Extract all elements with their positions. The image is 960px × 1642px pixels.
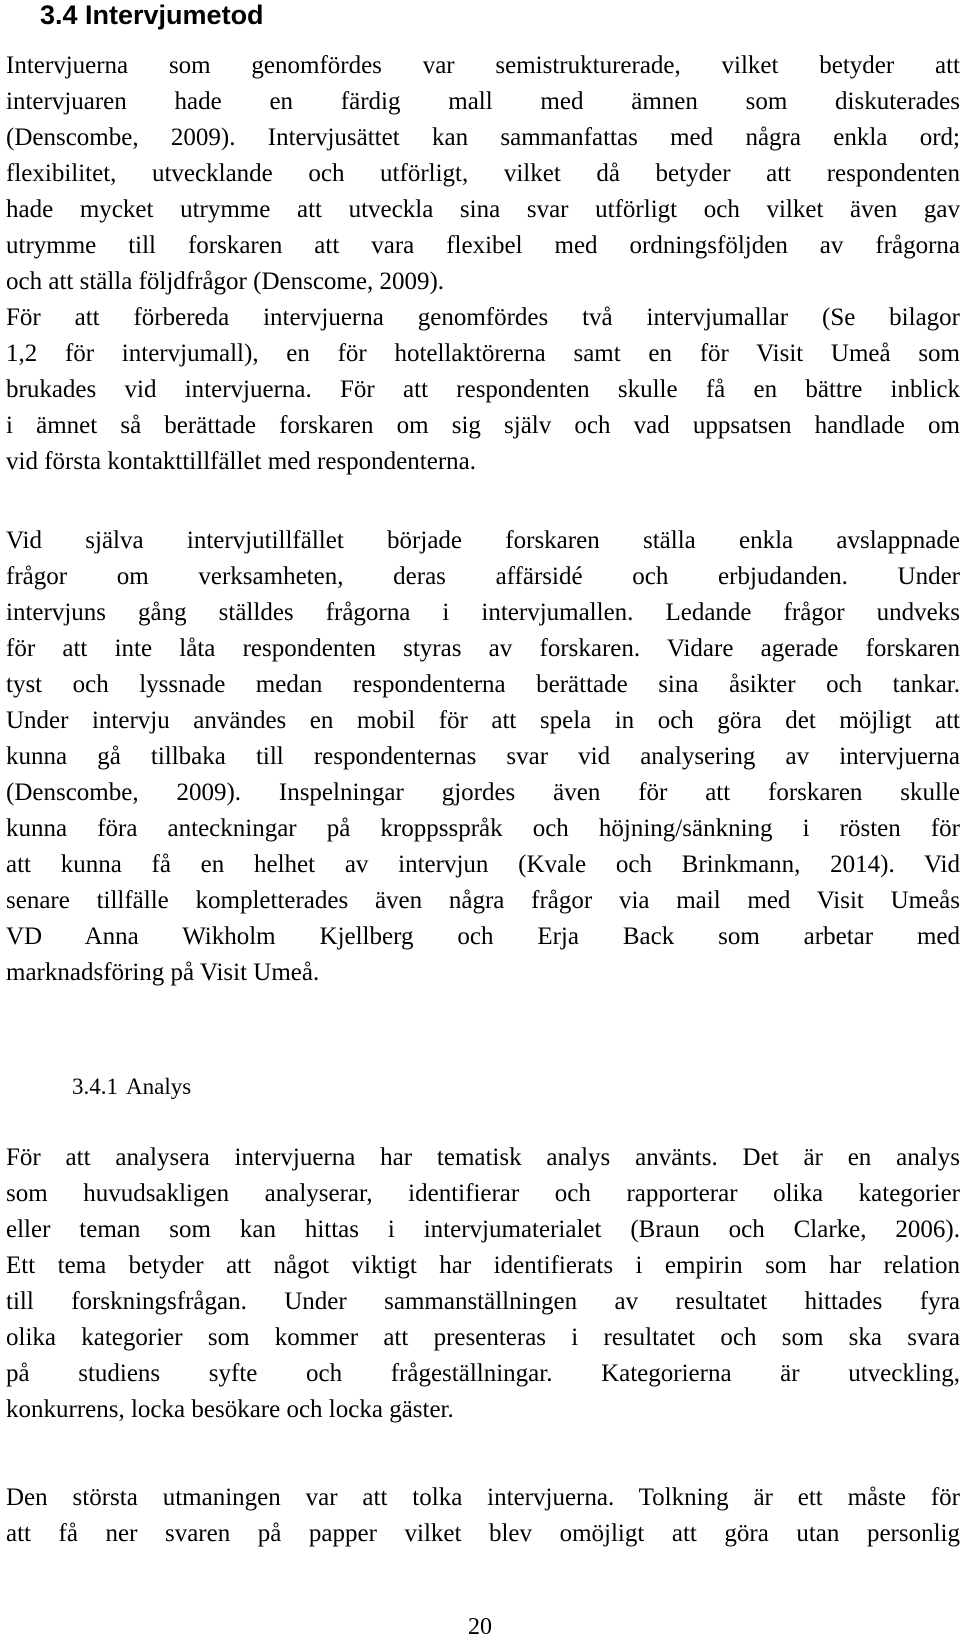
subsection-heading xyxy=(72,1072,191,1102)
subsection-number: 3.4.1 xyxy=(72,1074,118,1099)
text-line: kunna gå tillbaka till respondenternas svar vid analysering av intervjuerna xyxy=(6,743,960,770)
text-line: som huvudsakligen analyserar, identifierar och rapporterar olika kategorier xyxy=(6,1180,960,1207)
text-line: eller teman som kan hittas i intervjumaterialet (Braun och Clarke, 2006). xyxy=(6,1216,960,1243)
text-line: kunna föra anteckningar på kroppsspråk och höjning/sänkning i rösten för xyxy=(6,815,960,842)
paragraph-interview-session xyxy=(6,523,960,991)
paragraph-interpretation xyxy=(6,1480,960,1552)
text-line: att kunna få en helhet av intervjun (Kvale och Brinkmann, 2014). Vid xyxy=(6,851,960,878)
text-line: Vid själva intervjutillfället började forskaren ställa enkla avslappnade xyxy=(6,527,960,554)
text-line: För att analysera intervjuerna har tematisk analys använts. Det är en analys xyxy=(6,1144,960,1171)
text-line: för att inte låta respondenten styras av forskaren. Vidare agerade forskaren xyxy=(6,635,960,662)
text-line: till forskningsfrågan. Under sammanställningen av resultatet hittades fyra xyxy=(6,1288,960,1315)
text-line: och att ställa följdfrågor (Denscome, 2009). xyxy=(6,268,445,295)
text-line: 1,2 för intervjumall), en för hotellaktörerna samt en för Visit Umeå som xyxy=(6,340,960,367)
text-line: att få ner svaren på papper vilket blev omöjligt att göra utan personlig xyxy=(6,1520,960,1547)
paragraph-analysis xyxy=(6,1140,960,1428)
page-number: 20 xyxy=(468,1614,492,1640)
text-line: Den största utmaningen var att tolka intervjuerna. Tolkning är ett måste för xyxy=(6,1484,960,1511)
text-line: hade mycket utrymme att utveckla sina svar utförligt och vilket även gav xyxy=(6,196,960,223)
text-line: För att förbereda intervjuerna genomfördes två intervjumallar (Se bilagor xyxy=(6,304,960,331)
text-line: flexibilitet, utvecklande och utförligt, vilket då betyder att respondenten xyxy=(6,160,960,187)
text-line: senare tillfälle kompletterades även några frågor via mail med Visit Umeås xyxy=(6,887,960,914)
section-heading: 3.4 Intervjumetod xyxy=(40,0,264,30)
text-line: intervjuns gång ställdes frågorna i intervjumallen. Ledande frågor undveks xyxy=(6,599,960,626)
text-line: marknadsföring på Visit Umeå. xyxy=(6,959,320,986)
text-line: (Denscombe, 2009). Intervjusättet kan sammanfattas med några enkla ord; xyxy=(6,124,960,151)
text-line: på studiens syfte och frågeställningar. Kategorierna är utveckling, xyxy=(6,1360,960,1387)
text-line: frågor om verksamheten, deras affärsidé och erbjudanden. Under xyxy=(6,563,960,590)
text-line: utrymme till forskaren att vara flexibel med ordningsföljden av frågorna xyxy=(6,232,960,259)
text-line: (Denscombe, 2009). Inspelningar gjordes även för att forskaren skulle xyxy=(6,779,960,806)
text-line: i ämnet så berättade forskaren om sig själv och vad uppsatsen handlade om xyxy=(6,412,960,439)
text-line: vid första kontakttillfället med respondenterna. xyxy=(6,448,476,475)
subsection-title: Analys xyxy=(126,1074,192,1099)
text-line: olika kategorier som kommer att presenteras i resultatet och som ska svara xyxy=(6,1324,960,1351)
text-line: Under intervju användes en mobil för att spela in och göra det möjligt att xyxy=(6,707,960,734)
text-line: intervjuaren hade en färdig mall med ämnen som diskuterades xyxy=(6,88,960,115)
text-line: konkurrens, locka besökare och locka gäster. xyxy=(6,1396,454,1423)
text-line: Intervjuerna som genomfördes var semistrukturerade, vilket betyder att xyxy=(6,52,960,79)
text-line: VD Anna Wikholm Kjellberg och Erja Back som arbetar med xyxy=(6,923,960,950)
text-line: brukades vid intervjuerna. För att respondenten skulle få en bättre inblick xyxy=(6,376,960,403)
paragraph-interview-method xyxy=(6,48,960,480)
text-line: tyst och lyssnade medan respondenterna berättade sina åsikter och tankar. xyxy=(6,671,960,698)
text-line: Ett tema betyder att något viktigt har identifierats i empirin som har relation xyxy=(6,1252,960,1279)
